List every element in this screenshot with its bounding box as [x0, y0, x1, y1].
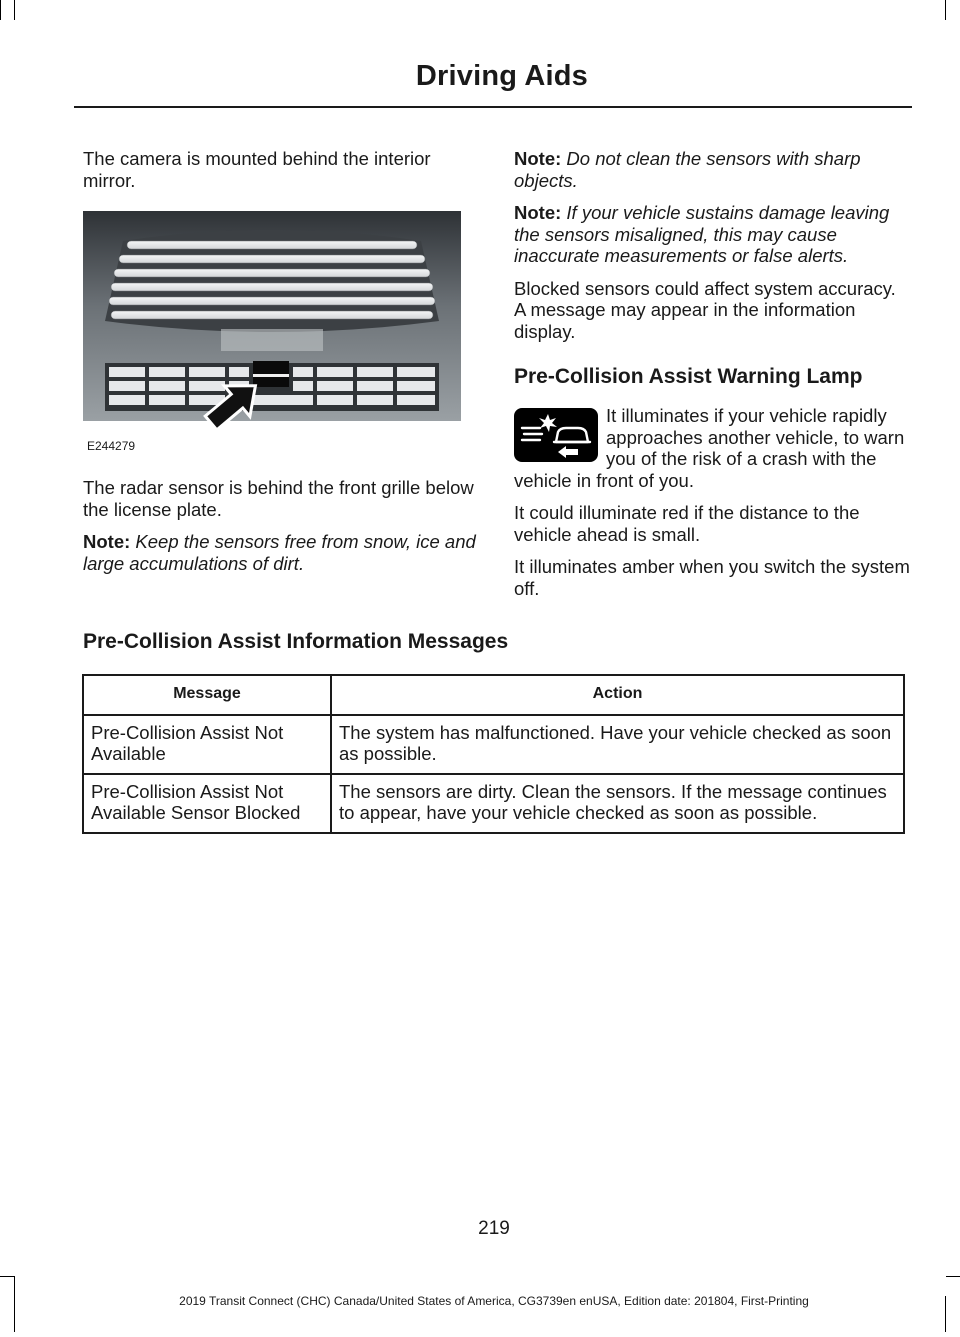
column-header-message: Message: [83, 675, 331, 715]
note-text: Do not clean the sensors with sharp objects.: [514, 148, 861, 191]
radar-location-text: The radar sensor is behind the front grille below the license plate.: [83, 477, 474, 520]
footer-edition-info: 2019 Transit Connect (CHC) Canada/United States of America, CG3739en enUSA, Edition date: 201804, First-Printing: [179, 1294, 809, 1308]
note-label: Note:: [514, 202, 562, 223]
red-illumination-text: It could illuminate red if the distance to the vehicle ahead is small.: [514, 502, 860, 545]
right-column: [514, 148, 910, 610]
page-number: 219: [478, 1218, 510, 1239]
crop-mark: [0, 1276, 14, 1277]
front-grille-illustration: [83, 211, 461, 453]
camera-location-text: The camera is mounted behind the interior mirror.: [83, 148, 431, 191]
note-label: Note:: [514, 148, 562, 169]
pre-collision-warning-icon: [514, 408, 598, 462]
header-rule: [74, 106, 912, 108]
table-row: [83, 774, 904, 833]
column-header-action: Action: [331, 675, 904, 715]
table-row: [83, 715, 904, 774]
note-sharp-objects: [514, 148, 910, 191]
messages-table: [82, 674, 905, 834]
message-cell: Pre-Collision Assist Not Available Sensor Blocked: [83, 774, 331, 833]
messages-heading: Pre-Collision Assist Information Messages: [83, 630, 509, 653]
crop-mark: [946, 1276, 960, 1277]
message-cell: Pre-Collision Assist Not Available: [83, 715, 331, 774]
note-keep-sensors-free: [83, 531, 479, 574]
figure-id: E244279: [87, 439, 136, 453]
blocked-sensors-text: Blocked sensors could affect system accuracy. A message may appear in the information display.: [514, 277, 896, 342]
note-label: Note:: [83, 531, 131, 552]
note-text: If your vehicle sustains damage leaving the sensors misaligned, this may cause inaccurate measurements or false alerts.: [514, 202, 890, 266]
left-column: [83, 148, 479, 585]
warning-lamp-heading: Pre-Collision Assist Warning Lamp: [514, 365, 863, 388]
page-title: Driving Aids: [415, 60, 588, 92]
note-text: Keep the sensors free from snow, ice and large accumulations of dirt.: [83, 531, 476, 574]
table-header-row: [83, 675, 904, 715]
amber-illumination-text: It illuminates amber when you switch the system off.: [514, 556, 910, 599]
warning-lamp-block: [514, 405, 910, 502]
crop-mark: [0, 0, 1, 20]
action-cell: The sensors are dirty. Clean the sensors. If the message continues to appear, have your vehicle checked as soon as possible.: [331, 774, 904, 833]
warning-lamp-text: It illuminates if your vehicle rapidly approaches another vehicle, to warn you of the risk of a crash with the vehicle in front of you.: [514, 405, 905, 491]
crop-mark: [945, 0, 946, 20]
crop-mark: [14, 0, 15, 20]
note-misaligned: [514, 202, 910, 267]
radar-sensor-figure: [83, 211, 461, 453]
action-cell: The system has malfunctioned. Have your vehicle checked as soon as possible.: [331, 715, 904, 774]
